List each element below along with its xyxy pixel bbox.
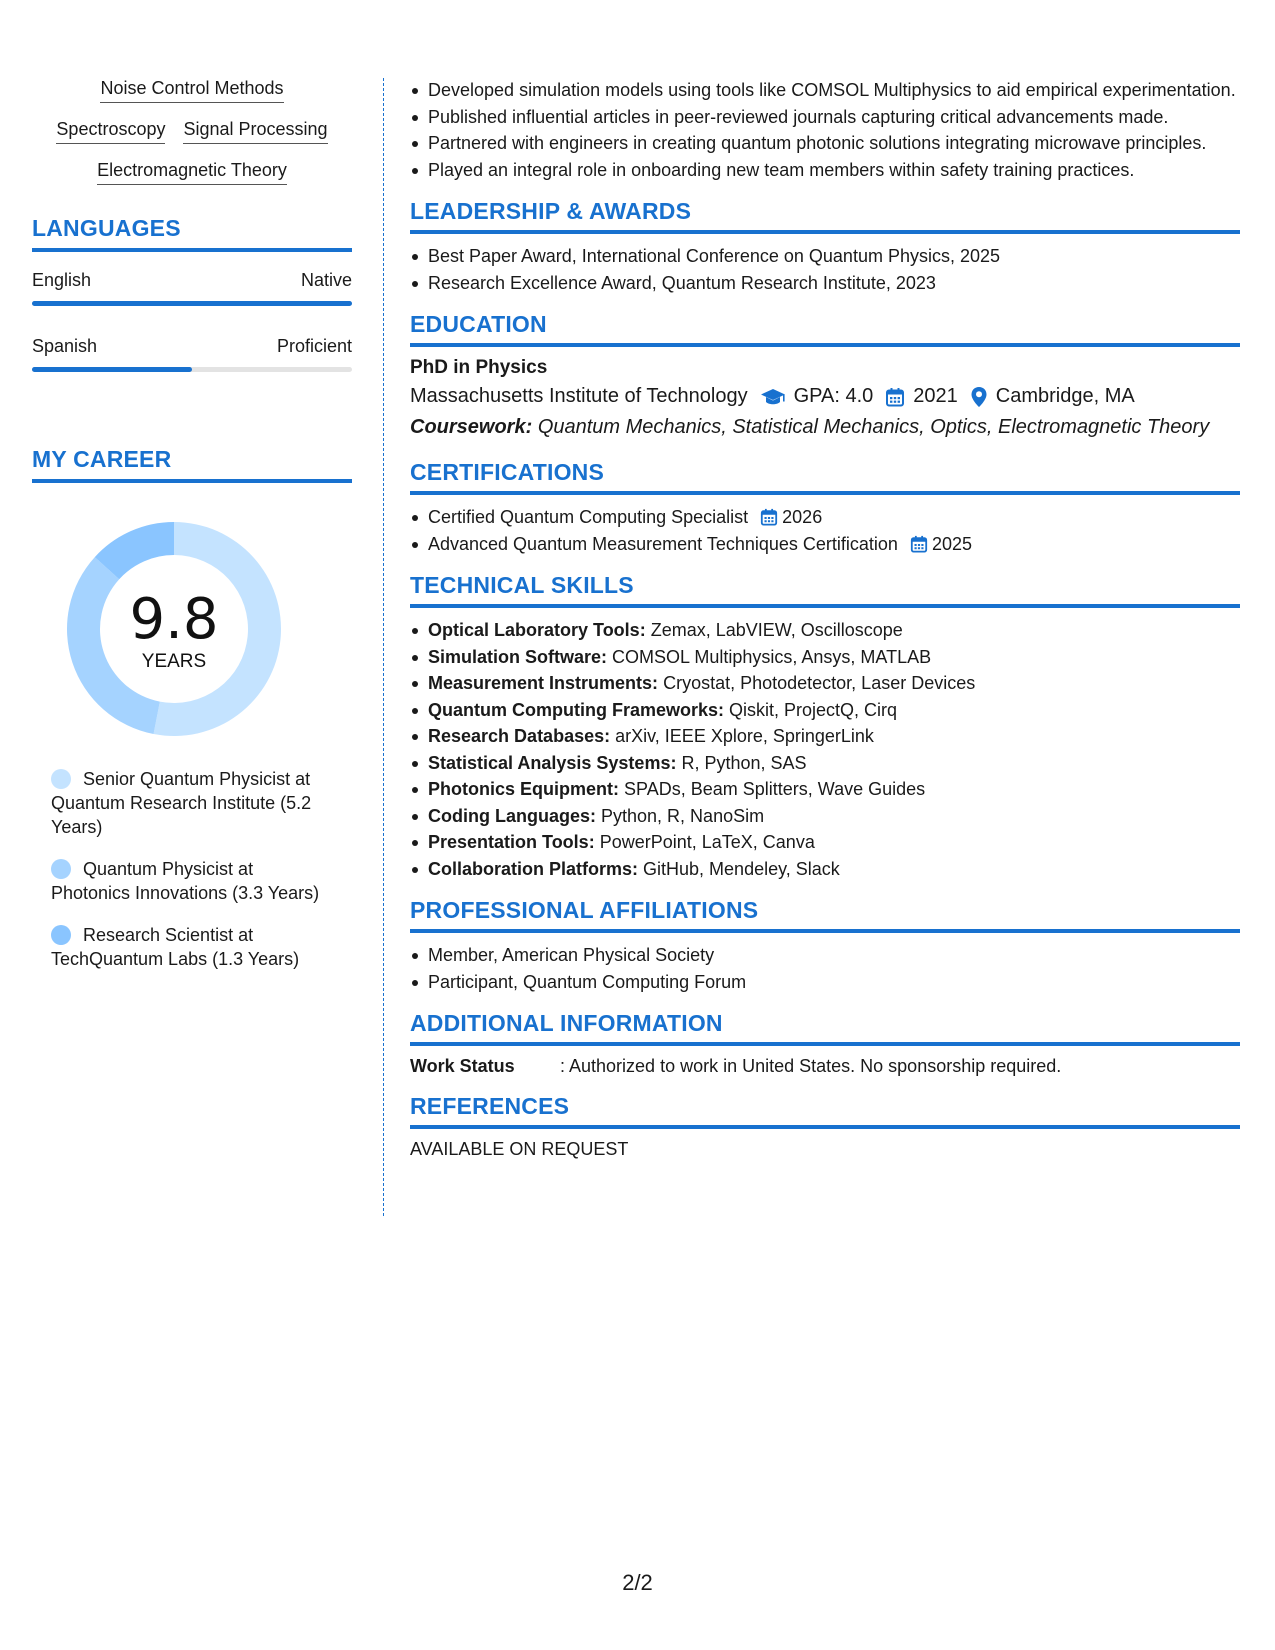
graduation-cap-icon: [760, 387, 786, 407]
calendar-icon: [910, 535, 928, 553]
career-unit: YEARS: [141, 651, 207, 672]
skill-label: Presentation Tools:: [428, 832, 595, 852]
skill-value: COMSOL Multiphysics, Ansys, MATLAB: [612, 646, 932, 667]
career-legend-item: [51, 767, 331, 839]
education-school: Massachusetts Institute of Technology: [410, 385, 748, 407]
technical-skills-list: [410, 618, 1240, 881]
career-legend: [32, 767, 352, 971]
list-item: [428, 698, 1240, 723]
certifications-list: [410, 505, 1240, 556]
education-location: Cambridge, MA: [995, 385, 1135, 407]
language-spanish: [32, 336, 352, 372]
calendar-icon: [760, 508, 778, 526]
skill-tag: Signal Processing: [183, 119, 327, 144]
list-item: Best Paper Award, International Conference on Quantum Physics, 2025: [428, 244, 1240, 269]
experience-bullets: [410, 78, 1240, 182]
calendar-icon: [885, 387, 905, 407]
list-item: [428, 724, 1240, 749]
skill-label: Optical Laboratory Tools:: [428, 620, 646, 640]
skill-value: Qiskit, ProjectQ, Cirq: [729, 699, 898, 720]
skill-label: Quantum Computing Frameworks:: [428, 699, 725, 720]
left-column: [32, 78, 352, 989]
language-level: Native: [300, 270, 352, 290]
skill-label: Simulation Software:: [428, 646, 608, 667]
career-total: 9.8: [129, 587, 219, 652]
education-degree: PhD in Physics: [410, 357, 548, 378]
list-item: [428, 751, 1240, 776]
location-pin-icon: [970, 386, 988, 408]
skill-tag-row: [32, 78, 352, 103]
skill-label: Statistical Analysis Systems:: [428, 752, 677, 773]
education-year: 2021: [913, 385, 958, 407]
list-item: Member, American Physical Society: [428, 943, 1240, 968]
skill-label: Collaboration Platforms:: [428, 858, 639, 879]
languages-heading: LANGUAGES: [32, 215, 352, 252]
language-level: Proficient: [276, 336, 352, 356]
skill-tag: Spectroscopy: [56, 119, 165, 144]
awards-heading: LEADERSHIP & AWARDS: [410, 198, 1240, 234]
skill-tag-row: [32, 119, 352, 144]
education-gpa: GPA: 4.0: [793, 385, 874, 407]
column-divider: [383, 78, 384, 1216]
skill-value: arXiv, IEEE Xplore, SpringerLink: [615, 726, 874, 746]
career-heading: MY CAREER: [32, 446, 352, 483]
language-name: Spanish: [32, 336, 98, 356]
career-legend-label: Quantum Physicist at Photonics Innovations (3.3 Years): [51, 859, 320, 903]
skill-value: GitHub, Mendeley, Slack: [643, 858, 840, 879]
legend-dot: [51, 859, 71, 879]
legend-dot: [51, 769, 71, 789]
career-legend-label: Senior Quantum Physicist at Quantum Research Institute (5.2 Years): [51, 769, 312, 837]
list-item: Participant, Quantum Computing Forum: [428, 970, 1240, 995]
language-english: [32, 270, 352, 306]
list-item: Research Excellence Award, Quantum Research Institute, 2023: [428, 271, 1240, 296]
language-bar-fill: [32, 301, 352, 306]
language-bar: [32, 367, 352, 372]
affiliations-list: [410, 943, 1240, 994]
certification-name: Certified Quantum Computing Specialist: [428, 507, 749, 527]
skill-label: Measurement Instruments:: [428, 673, 659, 693]
affiliations-heading: PROFESSIONAL AFFILIATIONS: [410, 897, 1240, 933]
list-item: [428, 505, 1240, 530]
skill-value: Cryostat, Photodetector, Laser Devices: [663, 673, 976, 693]
career-donut-chart: [66, 521, 282, 737]
work-status-label: Work Status: [410, 1056, 515, 1076]
list-item: [428, 857, 1240, 882]
language-name: English: [32, 270, 92, 290]
right-column: [410, 78, 1240, 1160]
career-legend-label: Research Scientist at TechQuantum Labs (1.3 Years): [51, 925, 300, 969]
skill-label: Photonics Equipment:: [428, 779, 619, 799]
list-item: [428, 830, 1240, 855]
skill-label: Research Databases:: [428, 726, 611, 746]
list-item: [428, 645, 1240, 670]
list-item: [428, 777, 1240, 802]
list-item: [428, 532, 1240, 557]
education-heading: EDUCATION: [410, 311, 1240, 347]
list-item: [428, 671, 1240, 696]
list-item: Developed simulation models using tools like COMSOL Multiphysics to aid empirical experimentation.: [428, 78, 1240, 103]
list-item: Published influential articles in peer-reviewed journals capturing critical advancements made.: [428, 105, 1240, 130]
career-legend-item: [51, 857, 331, 905]
skill-value: R, Python, SAS: [681, 752, 807, 773]
coursework-label: Coursework:: [410, 416, 533, 438]
list-item: [428, 618, 1240, 643]
legend-dot: [51, 925, 71, 945]
skill-tag: Noise Control Methods: [100, 78, 283, 103]
references-text: AVAILABLE ON REQUEST: [410, 1139, 629, 1159]
work-status-value: : Authorized to work in United States. No sponsorship required.: [560, 1056, 1062, 1076]
skill-tag-row: [32, 160, 352, 185]
additional-info-heading: ADDITIONAL INFORMATION: [410, 1010, 1240, 1046]
certification-name: Advanced Quantum Measurement Techniques Certification: [428, 533, 898, 554]
references-heading: REFERENCES: [410, 1093, 1240, 1129]
work-status-row: [410, 1056, 1240, 1077]
certifications-heading: CERTIFICATIONS: [410, 459, 1240, 495]
skill-value: Zemax, LabVIEW, Oscilloscope: [650, 620, 903, 640]
education-details: [410, 385, 1240, 408]
career-legend-item: [51, 923, 331, 971]
skill-value: Python, R, NanoSim: [601, 805, 765, 826]
list-item: [428, 804, 1240, 829]
skill-value: PowerPoint, LaTeX, Canva: [599, 832, 815, 852]
skill-value: SPADs, Beam Splitters, Wave Guides: [624, 779, 926, 799]
list-item: Partnered with engineers in creating quantum photonic solutions integrating microwave principles.: [428, 131, 1240, 156]
technical-skills-heading: TECHNICAL SKILLS: [410, 572, 1240, 608]
language-bar: [32, 301, 352, 306]
skill-tag: Electromagnetic Theory: [97, 160, 287, 185]
coursework-value: Quantum Mechanics, Statistical Mechanics, Optics, Electromagnetic Theory: [537, 416, 1210, 438]
language-bar-fill: [32, 367, 192, 372]
certification-year: 2025: [931, 533, 972, 554]
skill-label: Coding Languages:: [428, 805, 596, 826]
list-item: Played an integral role in onboarding new team members within safety training practices.: [428, 158, 1240, 183]
page-number: 2/2: [622, 1570, 653, 1595]
awards-list: [410, 244, 1240, 295]
certification-year: 2026: [782, 507, 823, 527]
education-coursework: [410, 416, 1240, 439]
